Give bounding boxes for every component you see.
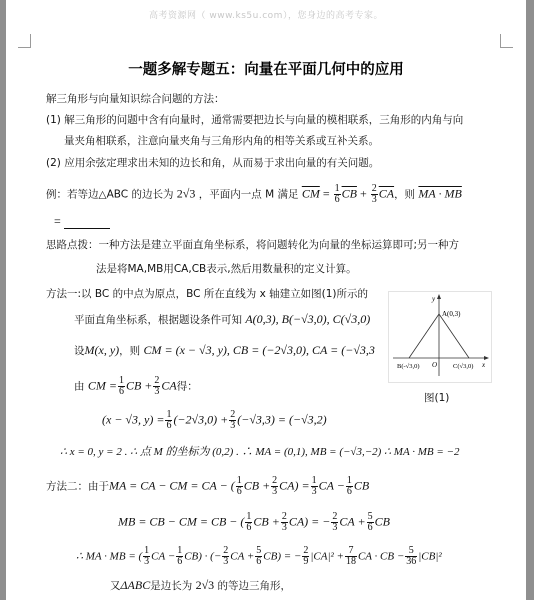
crop-mark-left-h (18, 47, 31, 48)
label-x: x (482, 361, 486, 369)
answer-blank (64, 218, 110, 229)
hint-line2: 法是将MA,MB用CA,CB表示,然后用数量积的定义计算。 (96, 263, 357, 275)
solution2-line2: MB = CB − CM = CB − ( $\frac{1}{6}$ CB + $\frac{2}{3}$ CA) = − $\frac{2}{3}$ CA + $\frac{5}{6}$ CB (118, 511, 390, 533)
solution1-line5: (x − √3, y) = $\frac{1}{6}$ (−2√3,0) + $\frac{2}{3}$ (−√3,3) = (−√3,2) (102, 409, 327, 431)
solution1-line3: 设M(x, y)，则 CM = (x − √3, y), CB = (−2√3,0), CA = (−√3,3 (74, 343, 375, 357)
page-title: 一题多解专题五：向量在平面几何中的应用 (128, 61, 404, 78)
x-axis-arrow (484, 356, 489, 360)
crop-mark-left-v (30, 34, 31, 48)
header-watermark: 高考资源网（ www.ks5u.com），您身边的高考专家。 (149, 11, 383, 21)
solution2-line4: 又ΔABC是边长为 2√3 的等边三角形， (110, 578, 291, 592)
solution2-line1: 方法二：由于MA = CA − CM = CA − ( $\frac{1}{6}$ CB + $\frac{2}{3}$ CA) = $\frac{1}{3}$ CA − $\frac{1}{6}$ CB (46, 475, 370, 497)
triangle-side-ac (439, 314, 469, 358)
document-page (6, 0, 526, 600)
solution1-line6: ∴ x = 0, y = 2 . ∴ 点 M 的坐标为 (0,2) . ∴ MA = (0,1), MB = (−√3,−2) ∴ MA · MB = −2 (60, 446, 460, 458)
label-a: A(0,3) (442, 310, 461, 318)
label-b: B(-√3,0) (397, 363, 420, 370)
method1-text-line1: (1) 解三角形的问题中含有向量时，通常需要把边长与向量的模相联系，三角形的内角与向 (46, 114, 464, 126)
hint-line1: 思路点拨：一种方法是建立平面直角坐标系，将问题转化为向量的坐标运算即可;另一种方 (46, 239, 460, 251)
coordinate-figure (388, 291, 492, 383)
y-axis-arrow (437, 294, 441, 299)
label-o: O (432, 361, 438, 369)
label-y: y (432, 295, 436, 303)
solution1-line4: 由 CM = $\frac{1}{6}$ CB + $\frac{2}{3}$ CA得： (74, 375, 198, 397)
figure-caption: 图(1) (424, 392, 450, 404)
label-c: C(√3,0) (453, 363, 474, 370)
solution2-line3: ∴ MA · MB = ( $\frac{1}{3}$ CA − $\frac{1}{6}$ CB) · (− $\frac{2}{3}$ CA + $\frac{5}{6}$ CB) = − $\frac{2}{9}$ |CA|² + $\frac{7}{18}$ CA · CB − $\frac{5}{36}$ |CB|² (76, 545, 442, 567)
example-answer-blank: = (54, 214, 110, 229)
triangle-side-ab (409, 314, 439, 358)
crop-mark-right-h (500, 47, 513, 48)
intro-text: 解三角形与向量知识综合问题的方法： (46, 93, 225, 105)
solution1-line2: 平面直角坐标系，根据题设条件可知 A(0,3), B(−√3,0), C(√3,0) (74, 312, 371, 326)
example-problem: 例：若等边△ABC 的边长为 2√3 ，平面内一点 M 满足 $\overline{CM}$ = $\frac{1}{6}$ $\overline{CB}$ + $\frac{2}{3}$ $\overline{CA}$，则 MA · MB (46, 183, 462, 205)
crop-mark-right-v (500, 34, 501, 48)
method2-text: (2) 应用余弦定理求出未知的边长和角，从而易于求出向量的有关问题。 (46, 157, 380, 169)
coordinate-diagram (389, 292, 491, 382)
method1-text-line2: 量夹角相联系，注意向量夹角与三角形内角的相等关系或互补关系。 (64, 135, 379, 147)
solution1-line1: 方法一:以 BC 的中点为原点，BC 所在直线为 x 轴建立如图(1)所示的 (46, 288, 369, 300)
